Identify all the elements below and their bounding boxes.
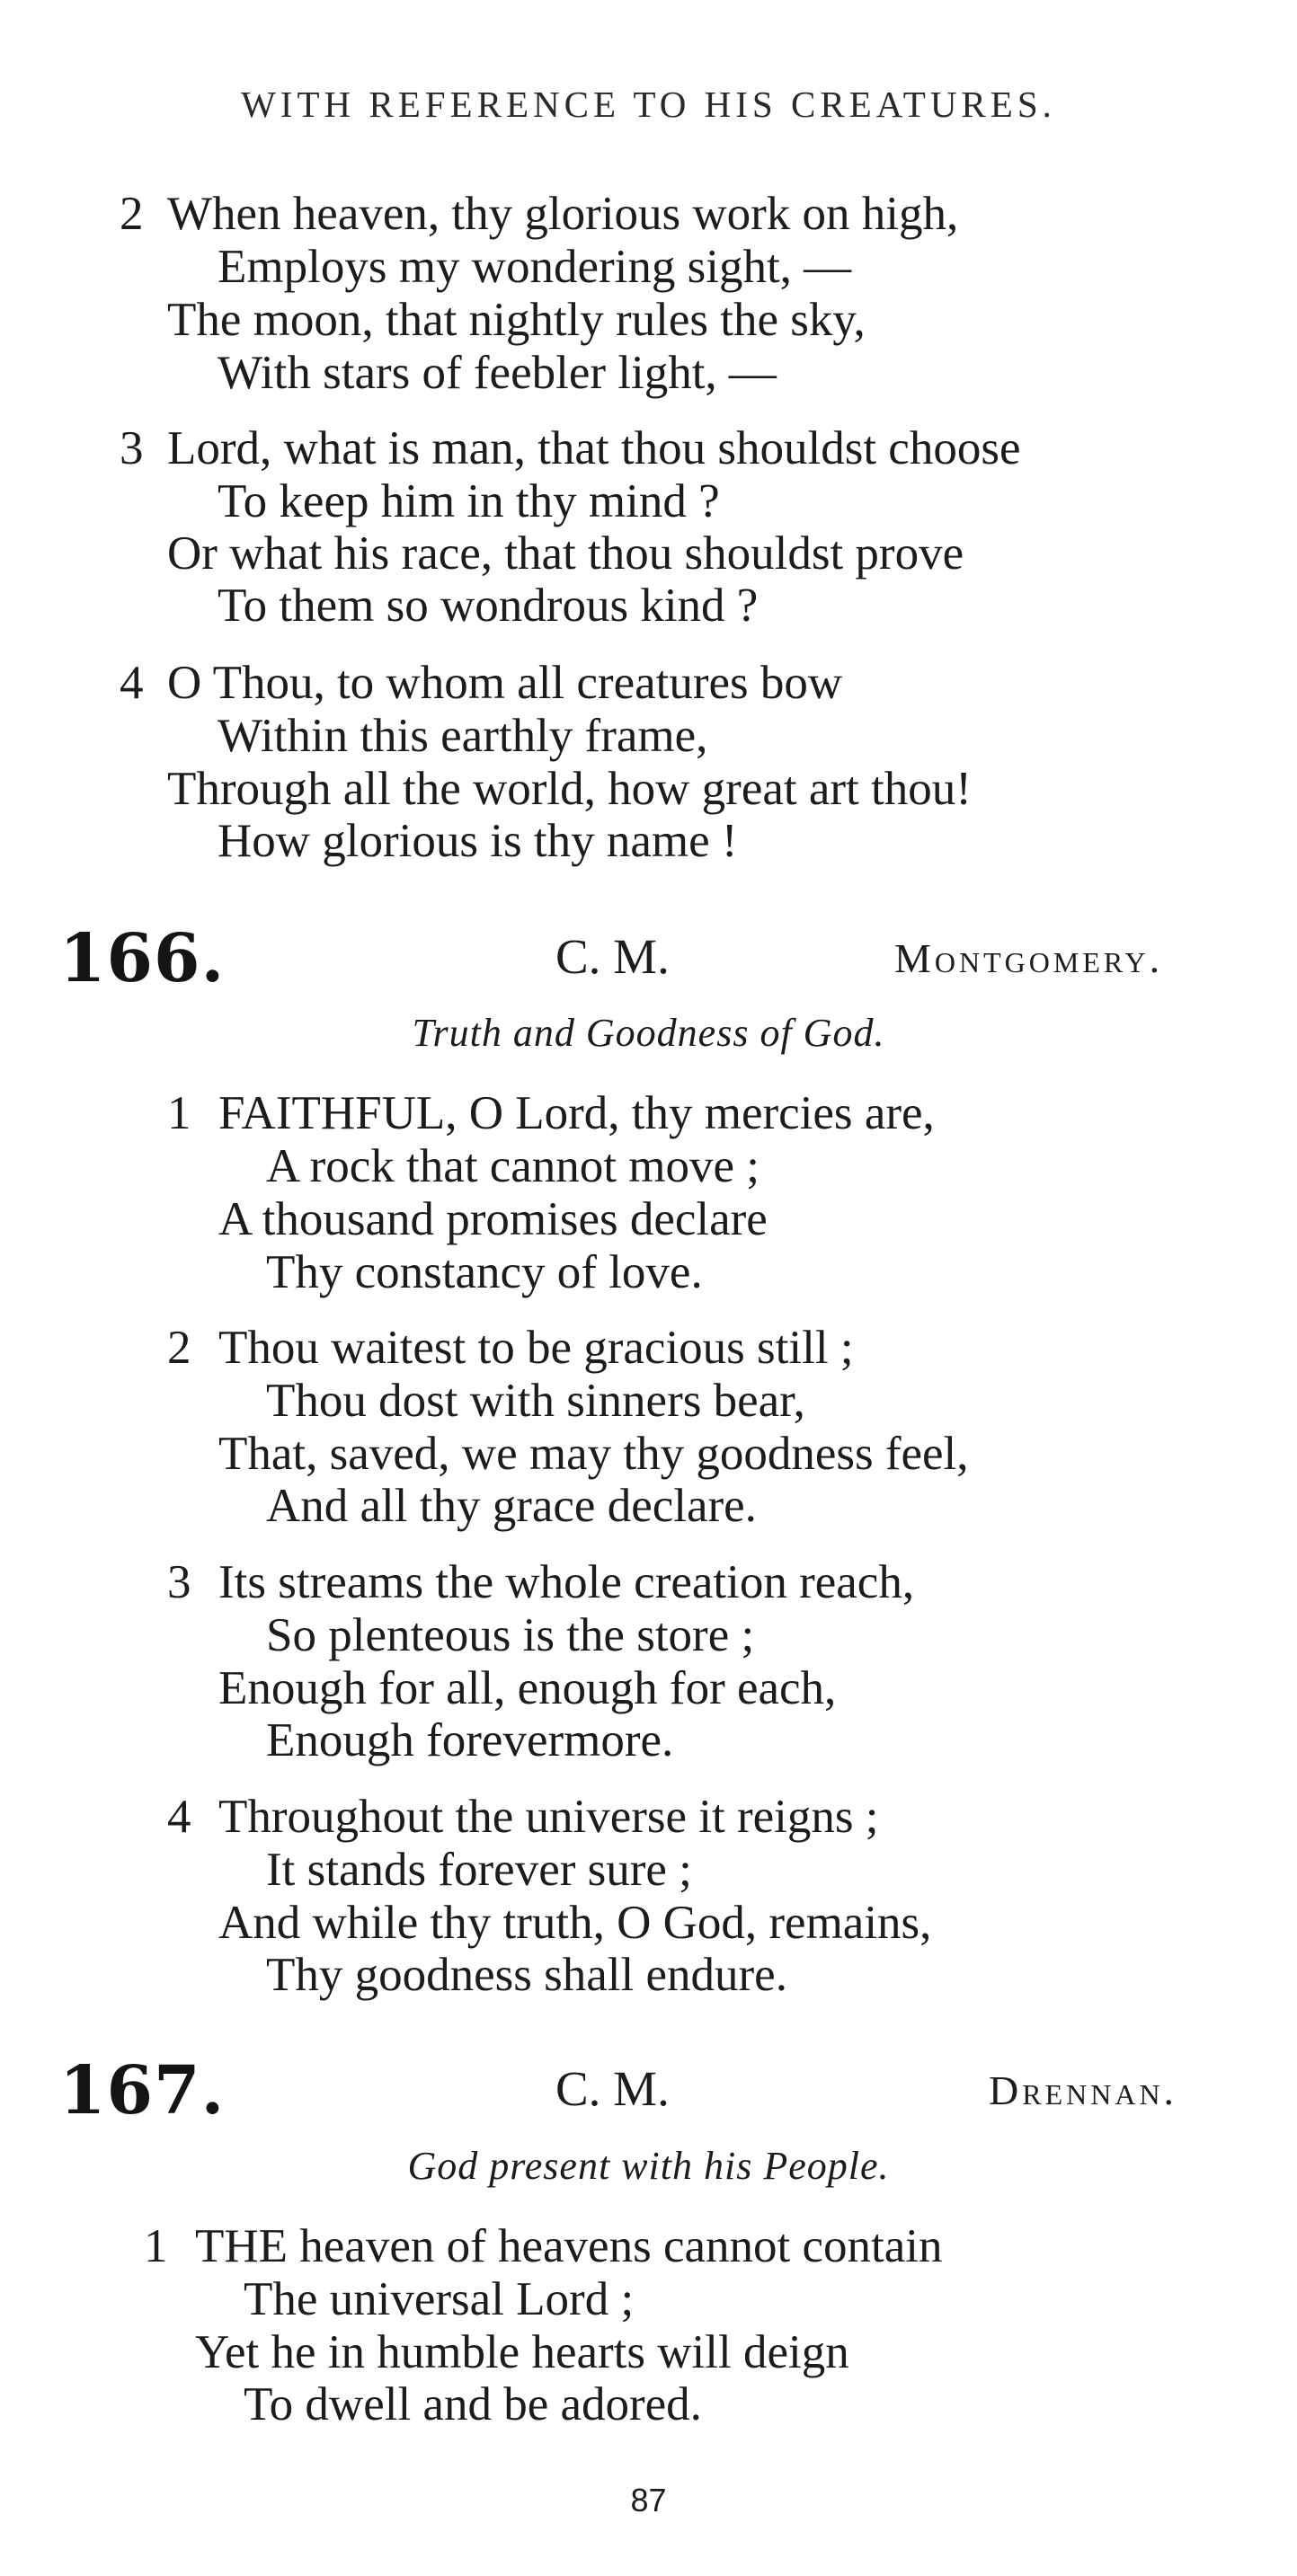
stanza-number: 1: [167, 1087, 191, 1139]
verse-line: It stands forever sure ;: [266, 1844, 692, 1896]
verse-line: Through all the world, how great art thou!: [167, 763, 972, 815]
hymn-meter: C. M.: [555, 929, 670, 984]
verse-line: O Thou, to whom all creatures bow: [167, 657, 843, 709]
hymn-meter: C. M.: [555, 2061, 670, 2116]
verse-line: THE heaven of heavens cannot contain: [195, 2220, 943, 2272]
verse-line: Thy constancy of love.: [266, 1246, 703, 1298]
verse-line: Employs my wondering sight, —: [218, 241, 852, 293]
stanza-number: 3: [167, 1556, 191, 1608]
verse-line: To them so wondrous kind ?: [218, 580, 759, 632]
verse-line: Thou waitest to be gracious still ;: [218, 1322, 854, 1374]
hymn-tune: Drennan.: [989, 2067, 1178, 2113]
verse-line: Thou dost with sinners bear,: [266, 1375, 805, 1427]
verse-line: Within this earthly frame,: [218, 710, 708, 762]
hymn-number: 167.: [59, 2052, 226, 2129]
verse-line: A thousand promises declare: [218, 1193, 768, 1245]
hymn-tune: Montgomery.: [894, 935, 1164, 981]
verse-line: Throughout the universe it reigns ;: [218, 1791, 879, 1843]
verse-line: Its streams the whole creation reach,: [218, 1556, 915, 1608]
running-header: WITH REFERENCE TO HIS CREATURES.: [241, 84, 1056, 125]
verse-line: How glorious is thy name !: [218, 815, 738, 867]
hymn-subtitle: Truth and Goodness of God.: [412, 1011, 885, 1055]
verse-line: And all thy grace declare.: [266, 1480, 757, 1532]
stanza-number: 2: [167, 1322, 191, 1374]
verse-line: Thy goodness shall endure.: [266, 1949, 787, 2001]
verse-line: That, saved, we may thy goodness feel,: [218, 1428, 969, 1480]
verse-line: And while thy truth, O God, remains,: [218, 1897, 932, 1949]
hymn-subtitle: God present with his People.: [407, 2144, 890, 2188]
verse-line: To dwell and be adored.: [244, 2378, 702, 2430]
verse-line: So plenteous is the store ;: [266, 1609, 755, 1661]
verse-line: When heaven, thy glorious work on high,: [167, 188, 959, 240]
verse-line: Yet he in humble hearts will deign: [195, 2326, 849, 2378]
stanza-number: 4: [167, 1791, 191, 1843]
verse-line: A rock that cannot move ;: [266, 1140, 760, 1192]
verse-line: The universal Lord ;: [244, 2273, 635, 2325]
verse-line: The moon, that nightly rules the sky,: [167, 294, 866, 346]
verse-line: To keep him in thy mind ?: [218, 475, 720, 527]
verse-line: Lord, what is man, that thou shouldst choose: [167, 422, 1021, 474]
stanza-number: 3: [120, 422, 144, 474]
stanza-number: 4: [120, 657, 144, 709]
verse-line: Or what his race, that thou shouldst prove: [167, 527, 964, 580]
verse-line: Enough forevermore.: [266, 1714, 674, 1766]
hymn-number: 166.: [59, 920, 226, 997]
verse-line: FAITHFUL, O Lord, thy mercies are,: [218, 1087, 935, 1139]
page-number: 87: [630, 2482, 667, 2518]
stanza-number: 1: [144, 2220, 168, 2272]
stanza-number: 2: [120, 188, 144, 240]
verse-line: With stars of feebler light, —: [218, 347, 777, 399]
verse-line: Enough for all, enough for each,: [218, 1662, 837, 1714]
